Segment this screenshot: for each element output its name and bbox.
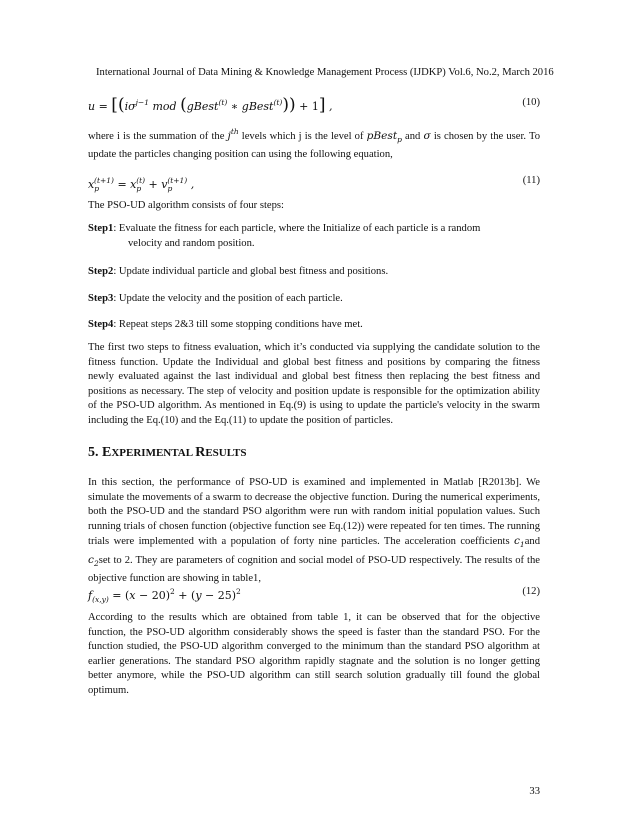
equation-10-formula: $u = [(i\sigma^{j-1}$ mod (gBest$^{(t)}$ ∗ gBest$^{(t)}$)) + 1] , (88, 95, 333, 115)
equation-11-formula: $x_p^{(t+1)} = x_p^{(t)} + v_p^{(t+1)}$ , (88, 176, 195, 193)
equation-10 (88, 96, 540, 114)
step-3: Step3: Update the velocity and the position of each particle. (88, 293, 343, 304)
step-1-label: Step1 (88, 223, 114, 234)
step-2: Step2: Update individual particle and global best fitness and positions. (88, 266, 389, 277)
paragraph-results: According to the results which are obtained from table 1, it can be observed that for the objective function, the PSO-UD algorithm considerably shows the speed is faster than the standard PSO. For the function studied, the PSO-UD algorithm converged to the minimum than the standard PSO algorithm at earlier generations. The standard PSO algorithm rapidly stagnate and the solution is no longer getting better anymore, while the PSO-UD algorithm can still search solution gradually till found the global optimum. (88, 612, 540, 696)
step-2-label: Step2 (88, 266, 114, 277)
equation-11 (88, 174, 540, 192)
equation-11-number: (11) (522, 175, 540, 186)
step-3-label: Step3 (88, 293, 114, 304)
equation-10-number: (10) (522, 97, 540, 108)
equation-12-number: (12) (522, 586, 540, 597)
steps-intro: The PSO-UD algorithm consists of four steps: (88, 200, 284, 211)
equation-12-formula: $f_{(x,y)} = (x - 20)^2 + (y - 25)^2$ (88, 587, 241, 604)
journal-header: International Journal of Data Mining & Knowledge Management Process (IJDKP) Vol.6, No.2, March 2016 (96, 67, 554, 78)
page-number: 33 (529, 786, 540, 797)
equation-12 (88, 585, 540, 603)
step-4-label: Step4 (88, 319, 114, 330)
step-4: Step4: Repeat steps 2&3 till some stopping conditions have met. (88, 319, 363, 330)
paragraph-fitness-evaluation: The first two steps to fitness evaluation, which it’s conducted via supplying the candidate solution to the fitness function. Update the Individual and global best fitness and positions by comparing the fitness newly evaluated against the last individual and global best fitness then replacing the best fitness and positions as necessary. The step of velocity and position update is responsible for the optimization ability of the PSO-UD algorithm. As mentioned in Eq.(9) is using to update the particle's velocity in the swarm including the Eq.(10) and the Eq.(11) to update the position of particles. (88, 342, 540, 426)
paragraph-u-definition: where i is the summation of the $j^{th}$ levels which j is the level of pBest$_p$ and σ is chosen by the user. To update the particles changing position can using the following equation, (88, 127, 541, 160)
paragraph-experiments: In this section, the performance of PSO-UD is examined and implemented in Matlab [R2013b]. We simulate the movements of a swarm to decrease the objective function. During the numerical experiments, both the PSO-UD and the standard PSO algorithm were run with random initial population values. Such running trials of chosen function (objective function see Eq.(12)) were repeated for ten times. The running trials were implemented with a population of forty nine particles. The acceleration coefficients $c_1and$ $c_2set$ to 2. They are parameters of cognition and social model of PSO-UD respectively. The results of the objective function are showing in table1, (88, 477, 540, 584)
step-1: Step1: Evaluate the fitness for each particle, where the Initialize of each particle is a random velocity and random position. (88, 223, 481, 249)
section-heading-experimental-results: 5. EXPERIMENTAL RESULTS (88, 445, 247, 460)
